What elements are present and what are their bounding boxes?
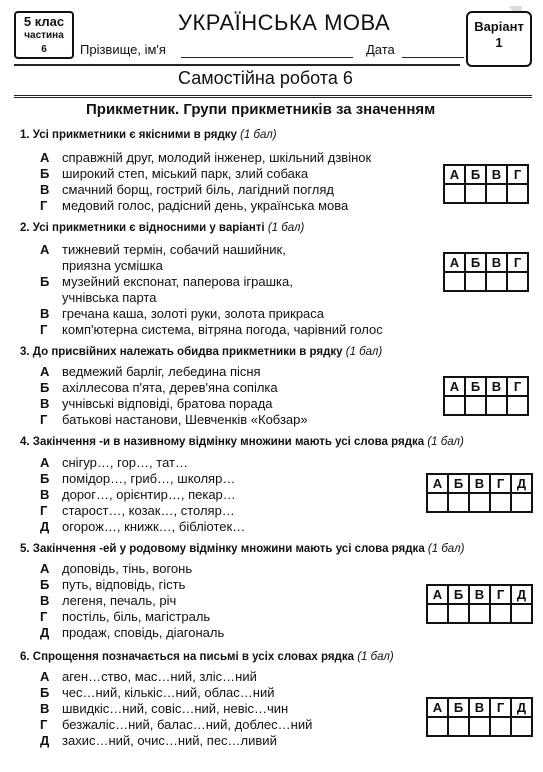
answer-cell[interactable]: [486, 184, 507, 203]
answer-cell[interactable]: [465, 396, 486, 415]
answer-grid: [426, 473, 533, 513]
answer-cell[interactable]: [469, 493, 490, 512]
answer-letter: Г: [507, 253, 528, 272]
option-b: Б музейний експонат, паперова іграшка,: [40, 274, 293, 289]
answer-grid: [443, 252, 529, 292]
answer-letter: Г: [490, 474, 511, 493]
answer-cell[interactable]: [465, 184, 486, 203]
answer-cell[interactable]: [427, 717, 448, 736]
option-c: В легеня, печаль, річ: [40, 593, 177, 608]
question-text: 2. Усі прикметники є відносними у варіанті: [20, 222, 265, 234]
option-e: Д огорож…, книжк…, бібліотек…: [40, 519, 246, 534]
answer-letter: А: [444, 253, 465, 272]
answer-cell[interactable]: [511, 604, 532, 623]
answer-cell[interactable]: [448, 493, 469, 512]
answer-letter: А: [427, 698, 448, 717]
variant-number: 1: [495, 35, 503, 50]
answer-letter: А: [444, 165, 465, 184]
part-label: частина: [24, 30, 64, 41]
option-b: Б помідор…, гриб…, школяр…: [40, 471, 236, 486]
answer-letter: Г: [490, 698, 511, 717]
question-6-heading: [20, 651, 394, 663]
answer-cell[interactable]: [444, 184, 465, 203]
date-field[interactable]: [402, 57, 464, 58]
name-field[interactable]: [181, 57, 353, 58]
option-d: Г старост…, козак…, столяр…: [40, 503, 235, 518]
variant-badge: [466, 11, 532, 67]
option-d: Г безжаліс…ний, балас…ний, доблес…ний: [40, 717, 313, 732]
option-b: Б широкий степ, міський парк, злий собака: [40, 166, 309, 181]
answer-cell[interactable]: [444, 396, 465, 415]
divider: [14, 93, 532, 98]
question-text: 6. Спрощення позначається на письмі в усіх словах рядка: [20, 651, 354, 663]
grade-label: 5 клас: [23, 14, 65, 29]
variant-label: Варіант: [474, 19, 524, 34]
question-4-heading: [20, 436, 464, 448]
option-a: А аген…ство, мас…ний, зліс…ний: [40, 669, 257, 684]
option-d: Г медовий голос, радісний день, українська мова: [40, 198, 349, 213]
answer-letter: Д: [511, 698, 532, 717]
part-number: 6: [41, 44, 47, 55]
answer-cell[interactable]: [511, 717, 532, 736]
topic-heading: Прикметник. Групи прикметників за значенням: [86, 101, 436, 118]
answer-grid: [443, 164, 529, 204]
answer-letter: Б: [465, 253, 486, 272]
answer-letter: Б: [465, 165, 486, 184]
question-points: (1 бал): [240, 129, 277, 141]
question-1-heading: [20, 129, 277, 141]
option-a: А тижневий термін, собачий нашийник,: [40, 242, 286, 257]
option-d: Г батькові настанови, Шевченків «Кобзар»: [40, 412, 308, 427]
question-points: (1 бал): [427, 436, 464, 448]
date-label: Дата: [366, 42, 395, 57]
answer-cell[interactable]: [486, 272, 507, 291]
question-ending: -и: [99, 436, 111, 448]
answer-letter: Г: [490, 585, 511, 604]
question-2-heading: [20, 222, 304, 234]
question-ending: -ей: [99, 543, 117, 555]
answer-letter: А: [427, 474, 448, 493]
option-c: В гречана каша, золоті руки, золота прикраса: [40, 306, 325, 321]
answer-letter: Д: [511, 585, 532, 604]
option-e: Д захис…ний, очис…ний, пес…ливий: [40, 733, 277, 748]
answer-grid: [426, 697, 533, 737]
option-a: А ведмежий барліг, лебедина пісня: [40, 364, 261, 379]
answer-cell[interactable]: [444, 272, 465, 291]
work-title: Самостійна робота 6: [178, 68, 353, 88]
answer-grid: [426, 584, 533, 624]
option-a-continuation: приязна усмішка: [62, 258, 163, 273]
grade-badge: [14, 11, 74, 59]
page-title: УКРАЇНСЬКА МОВА: [178, 10, 391, 35]
question-points: (1 бал): [357, 651, 394, 663]
question-points: (1 бал): [345, 346, 383, 358]
answer-letter: В: [469, 698, 490, 717]
option-a: А снігур…, гор…, тат…: [40, 455, 188, 470]
answer-letter: В: [486, 253, 507, 272]
answer-cell[interactable]: [448, 717, 469, 736]
question-text-start: 5. Закінчення: [20, 543, 100, 555]
answer-grid: [443, 376, 529, 416]
answer-letter: В: [486, 377, 507, 396]
answer-cell[interactable]: [490, 604, 511, 623]
option-a: А справжній друг, молодий інженер, шкільний дзвінок: [40, 150, 372, 165]
answer-cell[interactable]: [448, 604, 469, 623]
answer-letter: Б: [465, 377, 486, 396]
option-c: В смачний борщ, гострий біль, лагідний погляд: [40, 182, 334, 197]
answer-cell[interactable]: [469, 717, 490, 736]
name-label: Прізвище, ім'я: [80, 42, 166, 57]
answer-cell[interactable]: [507, 184, 528, 203]
question-5-heading: [20, 543, 464, 555]
option-a: А доповідь, тінь, вогонь: [40, 561, 193, 576]
answer-letter: Б: [448, 585, 469, 604]
answer-cell[interactable]: [511, 493, 532, 512]
answer-cell[interactable]: [490, 717, 511, 736]
option-c: В швидкіс…ний, совіс…ний, невіс…чин: [40, 701, 289, 716]
answer-letter: Г: [507, 165, 528, 184]
option-d: Г постіль, біль, магістраль: [40, 609, 211, 624]
answer-cell[interactable]: [427, 493, 448, 512]
question-3-heading: [20, 346, 382, 358]
option-c: В дорог…, орієнтир…, пекар…: [40, 487, 236, 502]
option-b: Б путь, відповідь, гість: [40, 577, 186, 592]
question-text-end: в називному відмінку множини мають усі слова рядка: [110, 436, 425, 448]
answer-letter: Г: [507, 377, 528, 396]
answer-cell[interactable]: [507, 396, 528, 415]
answer-cell[interactable]: [486, 396, 507, 415]
answer-cell[interactable]: [469, 604, 490, 623]
option-c: В учнівські відповіді, братова порада: [40, 396, 273, 411]
answer-letter: Б: [448, 474, 469, 493]
option-e: Д продаж, сповідь, діагональ: [40, 625, 225, 640]
answer-cell[interactable]: [507, 272, 528, 291]
answer-cell[interactable]: [427, 604, 448, 623]
question-text-end: у родовому відмінку множини мають усі слова рядка: [116, 543, 425, 555]
answer-letter: В: [469, 474, 490, 493]
answer-letter: В: [469, 585, 490, 604]
answer-letter: Б: [448, 698, 469, 717]
question-points: (1 бал): [267, 222, 305, 234]
divider: [14, 64, 460, 66]
question-points: (1 бал): [427, 543, 465, 555]
question-text-start: 4. Закінчення: [20, 436, 100, 448]
option-b: Б чес…ний, кількіс…ний, облас…ний: [40, 685, 275, 700]
answer-letter: В: [486, 165, 507, 184]
answer-letter: А: [444, 377, 465, 396]
question-text: 3. До присвійних належать обидва прикметники в рядку: [20, 346, 343, 358]
answer-letter: Д: [511, 474, 532, 493]
question-text: 1. Усі прикметники є якісними в рядку: [20, 129, 237, 141]
option-d: Г комп'ютерна система, вітряна погода, чарівний голос: [40, 322, 383, 337]
answer-cell[interactable]: [490, 493, 511, 512]
option-b-continuation: учнівська парта: [62, 290, 157, 305]
answer-letter: А: [427, 585, 448, 604]
answer-cell[interactable]: [465, 272, 486, 291]
option-b: Б ахіллесова п'ята, дерев'яна сопілка: [40, 380, 278, 395]
